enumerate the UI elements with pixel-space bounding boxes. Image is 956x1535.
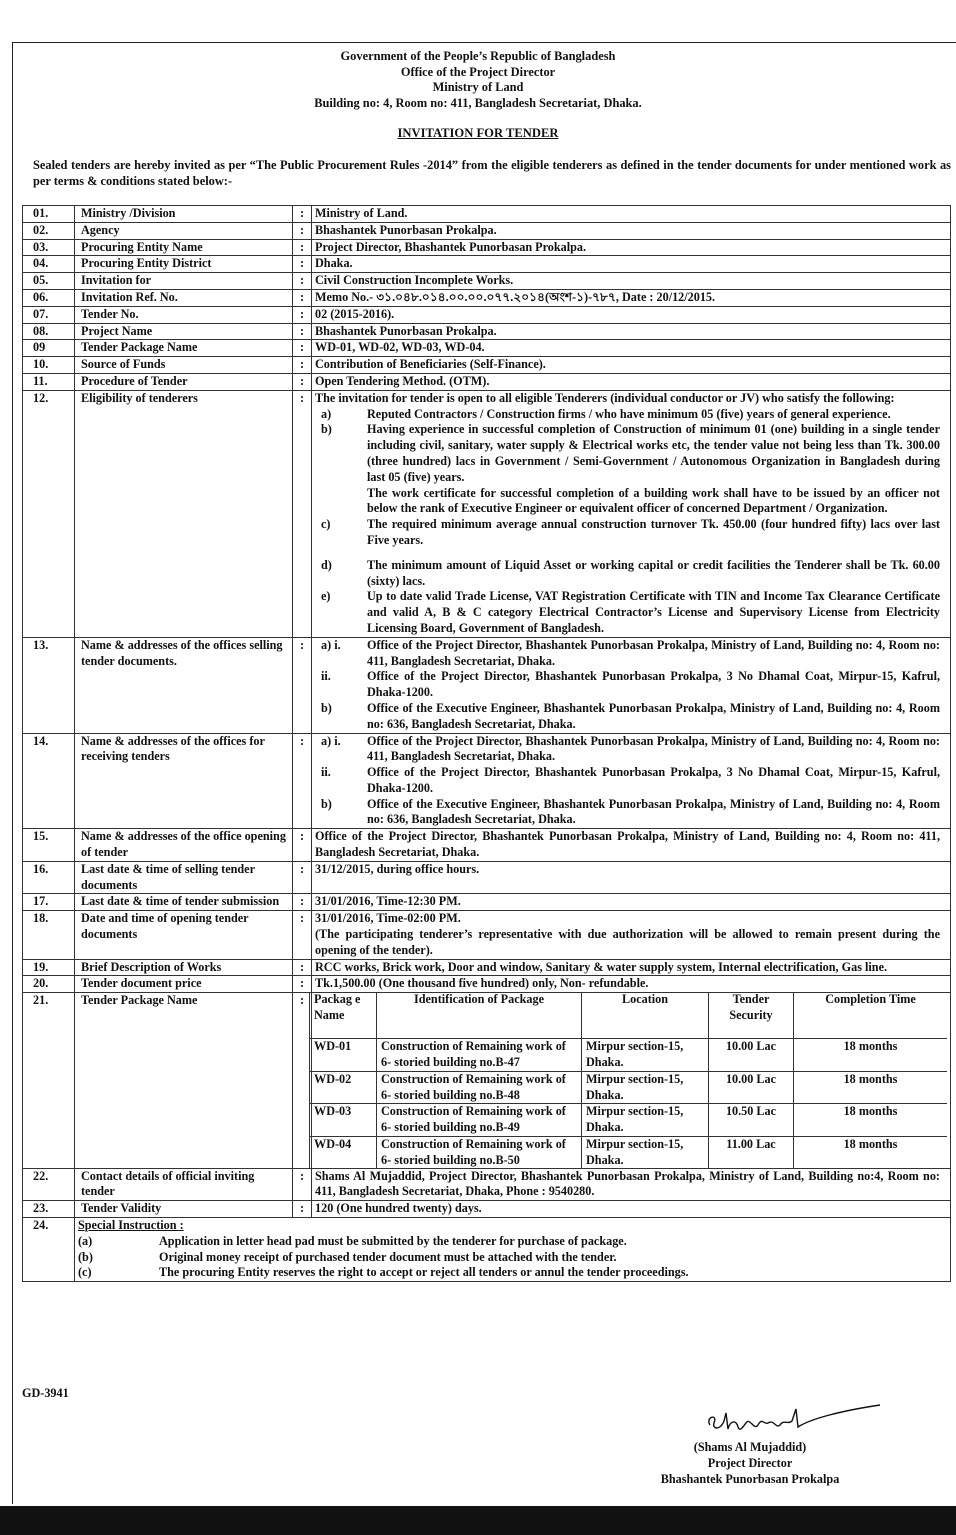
header-office: Office of the Project Director [400, 64, 556, 79]
table-row: WD-01 Construction of Remaining work of 6- storied building no.B-47 Mirpur section-15, Dhaka. 10.00 Lac 18 months [310, 1039, 948, 1072]
table-row: 11. Procedure of Tender : Open Tendering Method. (OTM). [23, 373, 951, 390]
list-item: The work certificate for successful completion of a building work shall have to be issued by an officer not below the rank of Executive Engineer or equivalent officer of concerned Department / Organization. [367, 485, 940, 516]
table-row: 23. Tender Validity : 120 (One hundred twenty) days. [23, 1201, 951, 1218]
table-row: 05. Invitation for : Civil Construction Incomplete Works. [23, 273, 951, 290]
intro-paragraph: Sealed tenders are hereby invited as per “The Public Procurement Rules -2014” from the eligible tenderers as defined in the tender documents for under mentioned work as per terms & conditions stated below:- [33, 158, 951, 188]
package-row: 21. Tender Package Name : Packag e Name Identification of Package Location Tender Security Completion Time WD-01 Construction of Remaining work of 6- storied building no.B-47 Mirpur section-15, Dhaka. 10.00 Lac 18 months WD-02 Construction of Remaining work of 6- storied building no.B-48 Mirpur section-15, Dhaka. 10.00 Lac 18 months WD-03 Construction of Remaining work of 6- storied building no.B-49 Mirpur section-15, Dhaka. 10.50 Lac 18 months WD-04 Construction of Remaining work of 6- storied building no.B-50 Mirpur section-15, Dhaka. 11.00 Lac 18 months [23, 993, 951, 1168]
table-row: WD-04 Construction of Remaining work of 6- storied building no.B-50 Mirpur section-15, Dhaka. 11.00 Lac 18 months [310, 1137, 948, 1169]
list-item: b) Having experience in successful completion of Construction of minimum 01 (one) building in a single tender including civil, sanitary, water supply & Electrical works etc, the tender value not being less than Tk. 300.00 (three hundred) lacs in Government / Semi-Government / Autonomous Organization in Bangladesh during last 05 (five) years. [321, 422, 940, 484]
table-row: 07. Tender No. : 02 (2015-2016). [23, 306, 951, 323]
list-item: b) Office of the Executive Engineer, Bhashantek Punorbasan Prokalpa, Ministry of Land, Building no: 4, Room no: 636, Bangladesh Secretariat, Dhaka. [321, 700, 940, 731]
table-row: 20. Tender document price : Tk.1,500.00 (One thousand five hundred) only, Non- refundable. [23, 976, 951, 993]
table-row: 15. Name & addresses of the office opening of tender : Office of the Project Director, Bhashantek Punorbasan Prokalpa, Ministry of Land, Building no: 4, Room no: 411, Bangladesh Secretariat, Dhaka. [23, 829, 951, 862]
signature-scribble [700, 1395, 890, 1443]
tender-details-table [22, 205, 951, 1282]
gd-number: GD-3941 [22, 1386, 69, 1400]
opening-date-row: 18. Date and time of opening tender documents : 31/01/2016, Time-02:00 PM. (The participating tenderer’s representative with due authorization will be allowed to remain present during the opening of the tender). [23, 911, 951, 959]
signatory-name: (Shams Al Mujaddid) [693, 1440, 807, 1454]
table-row: 03. Procuring Entity Name : Project Director, Bhashantek Punorbasan Prokalpa. [23, 239, 951, 256]
table-row: 19. Brief Description of Works : RCC works, Brick work, Door and window, Sanitary & water supply system, Internal electrification, Gas line. [23, 959, 951, 976]
table-row: 08. Project Name : Bhashantek Punorbasan Prokalpa. [23, 323, 951, 340]
table-row: 16. Last date & time of selling tender documents : 31/12/2015, during office hours. [23, 861, 951, 894]
list-item: a) i. Office of the Project Director, Bhashantek Punorbasan Prokalpa, Ministry of Land, Building no: 4, Room no: 411, Bangladesh Secretariat, Dhaka. [321, 733, 940, 764]
list-item: c) The required minimum average annual construction turnover Tk. 450.00 (four hundred fifty) lacs over last Five years. [321, 517, 940, 547]
letterhead [0, 49, 956, 111]
table-row: 04. Procuring Entity District : Dhaka. [23, 256, 951, 273]
list-item: ii. Office of the Project Director, Bhashantek Punorbasan Prokalpa, 3 No Dhamal Coat, Mirpur-15, Kafrul, Dhaka-1200. [321, 765, 940, 795]
header-government: Government of the People’s Republic of Bangladesh [340, 49, 616, 63]
signature-block [600, 1440, 900, 1487]
list-item: ii. Office of the Project Director, Bhashantek Punorbasan Prokalpa, 3 No Dhamal Coat, Mirpur-15, Kafrul, Dhaka-1200. [321, 669, 940, 700]
list-item: (c) The procuring Entity reserves the right to accept or reject all tenders or annul the tender proceedings. [78, 1265, 689, 1280]
selling-offices-row: 13. Name & addresses of the offices selling tender documents. : a) i. Office of the Project Director, Bhashantek Punorbasan Prokalpa, Ministry of Land, Building no: 4, Room no: 411, Bangladesh Secretariat, Dhaka. ii. Office of the Project Director, Bhashantek Punorbasan Prokalpa, 3 No Dhamal Coat, Mirpur-15, Kafrul, Dhaka-1200. b) Office of the Executive Engineer, Bhashantek Punorbasan Prokalpa, Ministry of Land, Building no: 4, Room no: 636, Bangladesh Secretariat, Dhaka. [23, 637, 951, 733]
receiving-offices-row: 14. Name & addresses of the offices for receiving tenders : a) i. Office of the Project Director, Bhashantek Punorbasan Prokalpa, Ministry of Land, Building no: 4, Room no: 411, Bangladesh Secretariat, Dhaka. ii. Office of the Project Director, Bhashantek Punorbasan Prokalpa, 3 No Dhamal Coat, Mirpur-15, Kafrul, Dhaka-1200. b) Office of the Executive Engineer, Bhashantek Punorbasan Prokalpa, Ministry of Land, Building no: 4, Room no: 636, Bangladesh Secretariat, Dhaka. [23, 733, 951, 829]
scan-border [0, 1506, 956, 1535]
list-item: e) Up to date valid Trade License, VAT Registration Certificate with TIN and Income Tax Clearance Certificate and valid A, B & C category Electrical Contractor’s License and Supervisory License from Electricity Licensing Board, Government of Bangladesh. [321, 589, 940, 635]
eligibility-lead: The invitation for tender is open to all eligible Tenderers (individual conductor or JV) who satisfy the following: [315, 390, 895, 405]
list-item: (b) Original money receipt of purchased tender document must be attached with the tender. [78, 1249, 617, 1264]
signatory-organization: Bhashantek Punorbasan Prokalpa [660, 1471, 840, 1486]
list-item: d) The minimum amount of Liquid Asset or working capital or credit facilities the Tenderer shall be Tk. 60.00 (sixty) lacs. [321, 557, 940, 588]
table-row: 01. Ministry /Division : Ministry of Land. [23, 206, 951, 223]
package-header: Packag e Name Identification of Package Location Tender Security Completion Time [310, 992, 948, 1039]
table-row: WD-03 Construction of Remaining work of 6- storied building no.B-49 Mirpur section-15, Dhaka. 10.50 Lac 18 months [310, 1104, 948, 1137]
special-instruction-row: 24. Special Instruction : (a) Application in letter head pad must be submitted by the tenderer for purchase of package. (b) Original money receipt of purchased tender document must be attached with the tender. (c) The procuring Entity reserves the right to accept or reject all tenders or annul the tender proceedings. [23, 1218, 951, 1282]
table-row: WD-02 Construction of Remaining work of 6- storied building no.B-48 Mirpur section-15, Dhaka. 10.00 Lac 18 months [310, 1071, 948, 1104]
eligibility-row: 12. Eligibility of tenderers : The invitation for tender is open to all eligible Tenderers (individual conductor or JV) who satisfy the following: a) Reputed Contractors / Construction firms / who have minimum 05 (five) years of general experience. b) Having experience in successful completion of Construction of minimum 01 (one) building in a single tender including civil, sanitary, water supply & Electrical works etc, the tender value not being less than Tk. 300.00 (three hundred) lacs in Government / Semi-Government / Autonomous Organization in Bangladesh during last 05 (five) years. The work certificate for successful completion of a building work shall have to be issued by an officer not below the rank of Executive Engineer or equivalent officer of concerned Department / Organization. c) The required minimum average annual construction turnover Tk. 450.00 (four hundred fifty) lacs over last Five years. d) The minimum amount of Liquid Asset or working capital or credit facilities the Tenderer shall be Tk. 60.00 (sixty) lacs. e) Up to date valid Trade License, VAT Registration Certificate with TIN and Income Tax Clearance Certificate and valid A, B & C category Electrical Contractor’s License and Supervisory License from Electricity Licensing Board, Government of Bangladesh. [23, 390, 951, 637]
table-row: 17. Last date & time of tender submission : 31/01/2016, Time-12:30 PM. [23, 894, 951, 911]
document-title: INVITATION FOR TENDER [397, 126, 559, 140]
table-row: 22. Contact details of official inviting tender : Shams Al Mujaddid, Project Director, Bhashantek Punorbasan Prokalpa, Ministry of Land, Building no:4, Room no: 411, Bangladesh Secretariat, Dhaka, Phone : 9540280. [23, 1168, 951, 1201]
header-address: Building no: 4, Room no: 411, Bangladesh Secretariat, Dhaka. [314, 95, 642, 110]
table-row: 10. Source of Funds : Contribution of Beneficiaries (Self-Finance). [23, 357, 951, 374]
special-instruction-title: Special Instruction : [78, 1218, 184, 1233]
signatory-designation: Project Director [707, 1455, 793, 1470]
table-row: 09 Tender Package Name : WD-01, WD-02, WD-03, WD-04. [23, 340, 951, 357]
table-row: 06. Invitation Ref. No. : Memo No.- ৩১.০৪৮.০১৪.০০.০০.০৭৭.২০১৪(অংশ-১)-৭৮৭, Date : 20/12/2015. [23, 289, 951, 306]
header-ministry: Ministry of Land [432, 80, 524, 94]
list-item: a) Reputed Contractors / Construction firms / who have minimum 05 (five) years of general experience. [321, 406, 891, 421]
list-item: a) i. Office of the Project Director, Bhashantek Punorbasan Prokalpa, Ministry of Land, Building no: 4, Room no: 411, Bangladesh Secretariat, Dhaka. [321, 637, 940, 668]
table-row: 02. Agency : Bhashantek Punorbasan Prokalpa. [23, 222, 951, 239]
list-item: b) Office of the Executive Engineer, Bhashantek Punorbasan Prokalpa, Ministry of Land, Building no: 4, Room no: 636, Bangladesh Secretariat, Dhaka. [321, 796, 940, 827]
list-item: (a) Application in letter head pad must be submitted by the tenderer for purchase of package. [78, 1233, 627, 1248]
package-table [309, 992, 947, 1168]
